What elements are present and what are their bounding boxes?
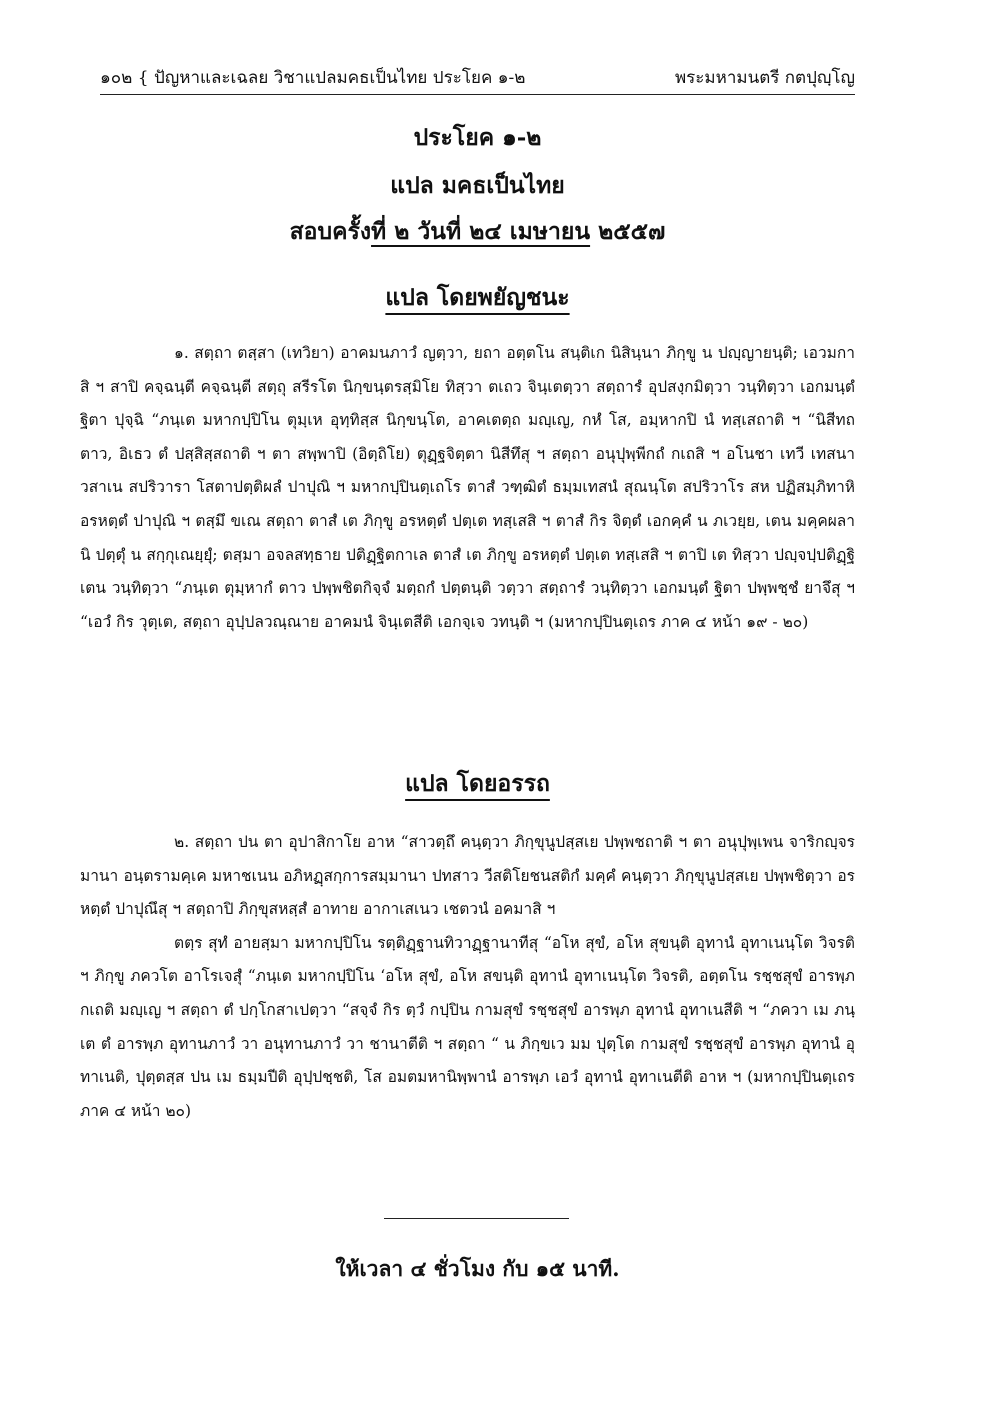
literal-translation-passage bbox=[80, 337, 855, 639]
running-header bbox=[100, 64, 855, 95]
literal-translation-heading-text: แปล โดยพยัญชนะ bbox=[385, 284, 570, 311]
literal-translation-heading bbox=[100, 282, 855, 314]
passage-paragraph: ตตฺร สุทํ อายสฺมา มหากปฺปิโน รตฺติฏฺฐานทิวาฏฺฐานาทีสุ “อโห สุขํ, อโห สุขนฺติ อุทานํ อุทาเนนฺโต วิจรติ ฯ ภิกฺขู ภควโต อาโรเจสุํ “ภนฺเต มหากปฺปิโน ‘อโห สุขํ, อโห สขนฺติ อุทานํ อุทาเนนฺโต วิจรติ, อตฺตโน รชฺชสุขํ อารพฺภ กเถติ มญฺเญ ฯ สตฺถา ตํ ปกฺโกสาเปตฺวา “สจฺจํ กิร ตฺวํ กปฺปิน กามสุขํ รชฺชสุขํ อารพฺภ อุทานํ อุทาเนสีติ ฯ “ภควา เม ภนฺเต ตํ อารพฺภ อุทานภาวํ วา อนุทานภาวํ วา ชานาตีติ ฯ สตฺถา “ น ภิกฺขเว มม ปุตฺโต กามสุขํ รชฺชสุขํ อารพฺภ อุทานํ อุทาเนติ, ปุตฺตสฺส ปน เม ธมฺมปีติ อุปฺปชฺชติ, โส อมตมหานิพฺพานํ อารพฺภ เอวํ อุทานํ อุทาเนตีติ อาห ฯ (มหากปฺปินตฺเถร ภาค ๔ หน้า ๒๐) bbox=[80, 933, 855, 1120]
exam-date-title bbox=[100, 216, 855, 248]
header-author-right: พระมหามนตรี กตปุญฺโญ bbox=[674, 68, 855, 88]
header-title-left: ๑๐๒ { ปัญหาและเฉลย วิชาแปลมคธเป็นไทย ประโยค ๑-๒ bbox=[100, 68, 526, 88]
exam-level-title: ประโยค ๑-๒ bbox=[413, 124, 542, 151]
free-translation-passage bbox=[80, 826, 855, 1128]
passage-paragraph: ๒. สตฺถา ปน ตา อุปาสิกาโย อาห “สาวตฺถึ คนฺตฺวา ภิกฺขุนูปสฺสเย ปพฺพชถาติ ฯ ตา อนุปุพฺเพน จาริกญฺจรมานา อนฺตรามคฺเค มหาชเนน อภิหฏฺสกฺการสมฺมานา ปทสาว วีสติโยชนสติกํ มคฺคํ คนฺตฺวา ภิกฺขุนูปสฺสเย ปพฺพชิตฺวา อรหตฺตํ ปาปุณึสุ ฯ สตฺถาปิ ภิกฺขุสหสฺสํ อาทาย อากาเสเนว เชตวนํ อคมาสิ ฯ bbox=[80, 833, 855, 919]
passage-paragraph: ๑. สตฺถา ตสฺสา (เทวิยา) อาคมนภาวํ ญตฺวา, ยถา อตฺตโน สนฺติเก นิสินฺนา ภิกฺขู น ปญฺญายนฺติ; เอวมกาสิ ฯ สาปิ คจฺฉนฺตี คจฺฉนฺตี สตฺถุ สรีรโต นิกฺขนฺตรสฺมิโย ทิสฺวา ตเถว จินฺเตตฺวา สตฺถารํ อุปสงฺกมิตฺวา วนฺทิตฺวา เอกมนฺตํ ฐิตา ปุจฺฉิ “ภนฺเต มหากปฺปิโน ตุมฺเห อุทฺทิสฺส นิกฺขนฺโต, อาคเตตฺถ มญฺเญ, กหํ โส, อมฺหากปิ นํ ทสฺเสถาติ ฯ “นิสีทถ ตาว, อิเธว ตํ ปสฺสิสฺสถาติ ฯ ตา สพฺพาปิ (อิตฺถิโย) ตุฏฺฐจิตฺตา นิสีทึสุ ฯ สตฺถา อนุปุพฺพีกถํ กเถสิ ฯ อโนชา เทวี เทสนาวสาเน สปริวารา โสตาปตฺติผลํ ปาปุณิ ฯ มหากปฺปินตฺเถโร ตาสํ วฑฺฒิตํ ธมฺมเทสนํ สุณนฺโต สปริวาโร สห ปฏิสมฺภิทาหิ อรหตฺตํ ปาปุณิ ฯ ตสฺมึ ขเณ สตฺถา ตาสํ เต ภิกฺขู อรหตฺตํ ปตฺเต ทสฺเสสิ ฯ ตาสํ กิร จิตฺตํ เอกคฺคํ น ภเวยฺย, เตน มคฺคผลานิ ปตฺตุํ น สกฺกุเณยฺยุํ; ตสฺมา อจลสทฺธาย ปติฏฺฐิตกาเล ตาสํ เต ภิกฺขู อรหตฺตํ ปตฺเต ทสฺเสสิ ฯ ตาปิ เต ทิสฺวา ปญฺจปฺปติฏฺฐิเตน วนฺทิตฺวา “ภนฺเต ตุมฺหากํ ตาว ปพฺพชิตกิจฺจํ มตฺถกํ ปตฺตนฺติ วตฺวา สตฺถารํ วนฺทิตฺวา เอกมนฺตํ ฐิตา ปพฺพชฺชํ ยาจึสุ ฯ “เอวํ กิร วุตฺเต, สตฺถา อุปฺปลวณฺณาย อาคมนํ จินฺเตสีติ เอกจฺเจ วทนฺติ ฯ (มหากปฺปินตฺเถร ภาค ๔ หน้า ๑๙ - ๒๐) bbox=[80, 344, 856, 631]
closing-divider bbox=[384, 1218, 569, 1219]
free-translation-heading bbox=[100, 768, 855, 800]
exam-year: ๒๕๕๗ bbox=[590, 218, 666, 245]
exam-date-underlined: ที่ ๒ วันที่ ๒๔ เมษายน bbox=[371, 218, 591, 245]
free-translation-heading-text: แปล โดยอรรถ bbox=[405, 770, 550, 797]
time-allowance-note: ให้เวลา ๔ ชั่วโมง กับ ๑๕ นาที. bbox=[335, 1256, 620, 1281]
exam-subject-title: แปล มคธเป็นไทย bbox=[390, 172, 565, 199]
exam-date-prefix: สอบครั้ง bbox=[289, 218, 372, 245]
